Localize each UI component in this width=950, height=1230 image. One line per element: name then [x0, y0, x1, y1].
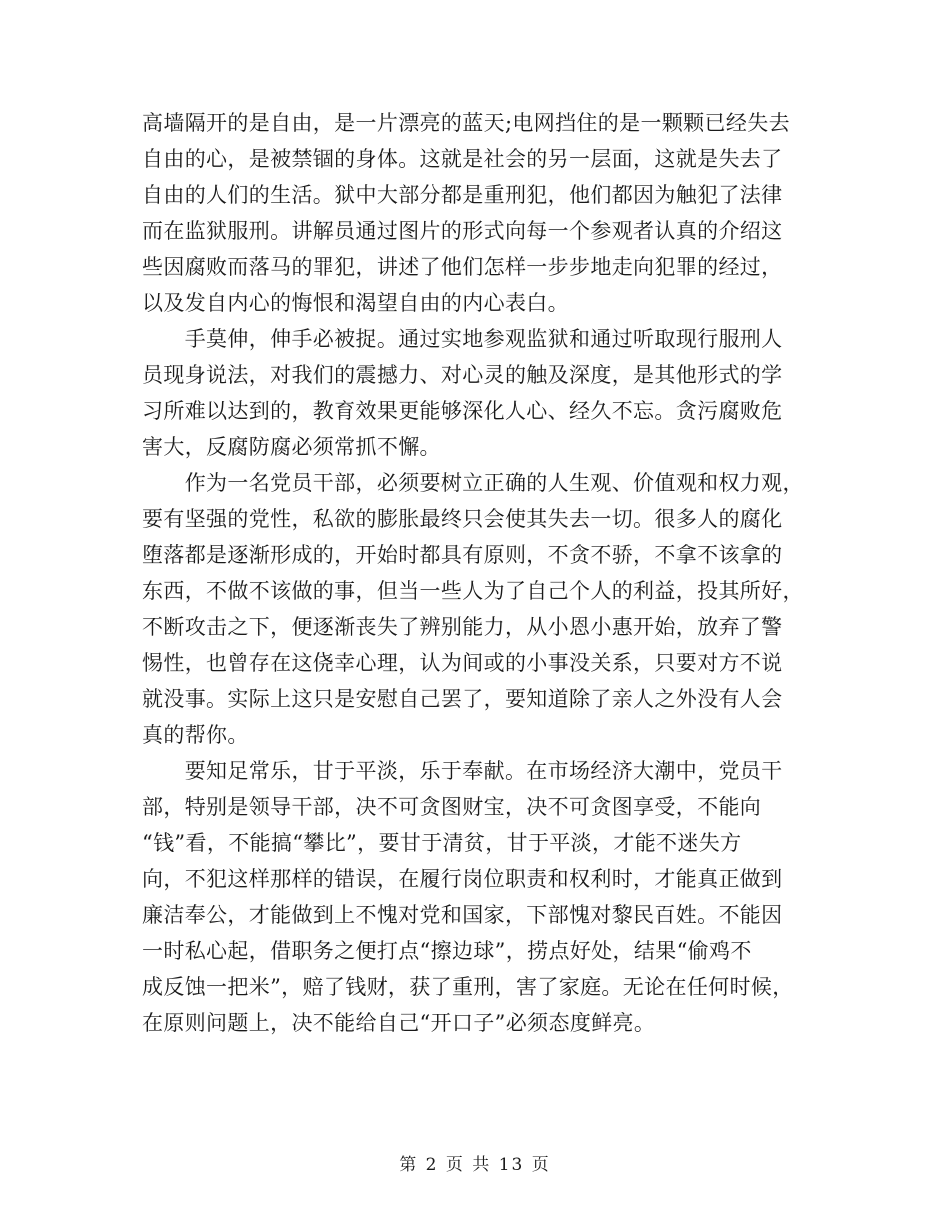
page-number-footer: 第 2 页 共 13 页 [399, 1155, 551, 1175]
text-line: 害大，反腐防腐必须常抓不懈。 [142, 435, 441, 459]
text-line: 就没事。实际上这只是安慰自己罢了，要知道除了亲人之外没有人会 [142, 687, 783, 711]
text-line: 向，不犯这样那样的错误，在履行岗位职责和权利时，才能真正做到 [142, 867, 783, 891]
text-line: 自由的心，是被禁锢的身体。这就是社会的另一层面，这就是失去了 [142, 147, 783, 171]
text-line: 习所难以达到的，教育效果更能够深化人心、经久不忘。贪污腐败危 [142, 399, 783, 423]
body-text [142, 105, 810, 1041]
text-line: 一时私心起，借职务之便打点“擦边球”，捞点好处，结果“偷鸡不 [142, 939, 752, 963]
text-line: 惕性，也曾存在这侥幸心理，认为间或的小事没关系，只要对方不说 [142, 651, 783, 675]
text-line: 以及发自内心的悔恨和渴望自由的内心表白。 [142, 291, 569, 315]
text-line: “钱”看，不能搞“攀比”，要甘于清贫，甘于平淡，才能不迷失方 [142, 831, 742, 855]
text-line: 作为一名党员干部，必须要树立正确的人生观、价值观和权力观， [142, 471, 804, 495]
text-line: 高墙隔开的是自由，是一片漂亮的蓝天;电网挡住的是一颗颗已经失去 [142, 111, 790, 135]
text-line: 要有坚强的党性，私欲的膨胀最终只会使其失去一切。很多人的腐化 [142, 507, 783, 531]
text-line: 廉洁奉公，才能做到上不愧对党和国家，下部愧对黎民百姓。不能因 [142, 903, 783, 927]
text-line: 成反蚀一把米”，赔了钱财，获了重刑，害了家庭。无论在任何时候， [142, 975, 794, 999]
text-line: 而在监狱服刑。讲解员通过图片的形式向每一个参观者认真的介绍这 [142, 219, 783, 243]
text-line: 手莫伸，伸手必被捉。通过实地参观监狱和通过听取现行服刑人 [142, 327, 783, 351]
text-line: 要知足常乐，甘于平淡，乐于奉献。在市场经济大潮中，党员干 [142, 759, 783, 783]
text-line: 些因腐败而落马的罪犯，讲述了他们怎样一步步地走向犯罪的经过， [142, 255, 783, 279]
text-line: 部，特别是领导干部，决不可贪图财宝，决不可贪图享受，不能向 [142, 795, 762, 819]
text-line: 在原则问题上，决不能给自己“开口子”必须态度鲜亮。 [142, 1011, 656, 1035]
text-line: 堕落都是逐渐形成的，开始时都具有原则，不贪不骄，不拿不该拿的 [142, 543, 783, 567]
text-line: 员现身说法，对我们的震撼力、对心灵的触及深度，是其他形式的学 [142, 363, 783, 387]
text-line: 不断攻击之下，便逐渐丧失了辨别能力，从小恩小惠开始，放弃了警 [142, 615, 783, 639]
text-line: 真的帮你。 [142, 723, 249, 747]
text-line: 自由的人们的生活。狱中大部分都是重刑犯，他们都因为触犯了法律 [142, 183, 783, 207]
text-line: 东西，不做不该做的事，但当一些人为了自己个人的利益，投其所好， [142, 579, 804, 603]
